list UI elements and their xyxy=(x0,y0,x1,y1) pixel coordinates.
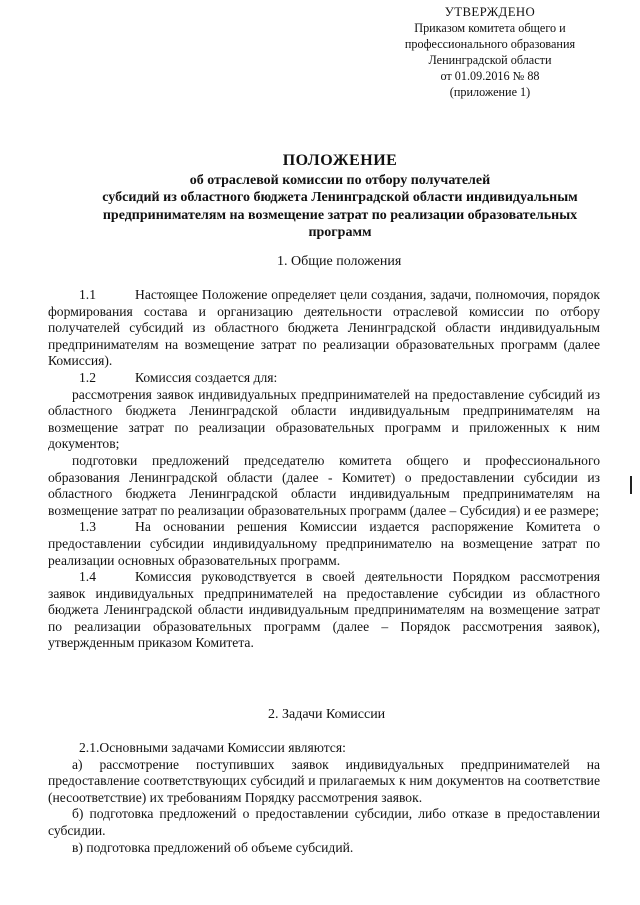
paragraph-2-1-c: в) подготовка предложений об объеме субсидий. xyxy=(72,839,354,855)
paragraph-1-2-b: подготовки предложений председателю комитета общего и профессионального образования Ленинградской области (далее - Комитет) о предоставлении субсидии из областного бюджета Ленинградской области индивидуальным предпринимателям на возмещение затрат по реализации образовательных программ (далее – Субсидия) и ее размере; xyxy=(48,452,600,518)
paragraph-text: Комиссия создается для: xyxy=(135,369,278,385)
paragraph-number: 1.1 xyxy=(79,287,96,302)
title-line-3: предпринимателям на возмещение затрат по реализации образовательных xyxy=(102,207,578,223)
paragraph-2-1-b: б) подготовка предложений о предоставлении субсидии, либо отказе в предоставлении субсидии. xyxy=(48,806,600,838)
paragraph-number: 1.4 xyxy=(79,569,96,585)
approval-line-date: от 01.09.2016 № 88 xyxy=(440,69,540,83)
paragraph-text: На основании решения Комиссии издается распоряжение Комитета о предоставлении субсидии индивидуальному предпринимателю на возмещение затрат по реализации основных образовательных программ. xyxy=(48,519,600,568)
paragraph-2-1-a: а) рассмотрение поступивших заявок индивидуальных предпринимателей на предоставление соответствующих субсидий и прилагаемых к ним документов на соответствие (несоответствие) их требованиям Порядку рассмотрения заявок. xyxy=(48,756,600,805)
title-line-2: субсидий из областного бюджета Ленинградской области индивидуальным xyxy=(102,190,578,206)
paragraph-text: Настоящее Положение определяет цели создания, задачи, полномочия, порядок формирования состава и организацию деятельности отраслевой комиссии по отбору получателей субсидий из областного бюджета Ленинградской области индивидуальным предпринимателям на возмещение затрат по реализации образовательных программ (далее Комиссия). xyxy=(48,287,600,369)
paragraph-1-1 xyxy=(48,287,600,370)
paragraph-1-2 xyxy=(48,370,600,387)
paragraph-text: Комиссия руководствуется в своей деятельности Порядком рассмотрения заявок индивидуальных предпринимателей на предоставление субсидии из областного бюджета Ленинградской области индивидуальным предпринимателям на возмещение затрат по реализации образовательных программ (далее – Порядок рассмотрения заявок), утвержденным приказом Комитета. xyxy=(48,569,600,651)
paragraph-1-2-a: рассмотрения заявок индивидуальных предпринимателей на предоставление субсидий из областного бюджета Ленинградской области индивидуальным предпринимателям на возмещение затрат по реализации образовательных программ и приложенных к ним документов; xyxy=(48,386,600,452)
section-heading-general: 1. Общие положения xyxy=(277,254,402,269)
approval-line-region: Ленинградской области xyxy=(428,53,552,67)
section-general-body xyxy=(48,287,600,652)
approval-word: УТВЕРЖДЕНО xyxy=(444,5,536,19)
approval-line-committee: профессионального образования xyxy=(404,37,576,51)
title-line-4: программ xyxy=(308,225,372,241)
section-heading-tasks: 2. Задачи Комиссии xyxy=(268,707,386,722)
paragraph-1-4 xyxy=(48,569,600,652)
paragraph-number: 1.3 xyxy=(79,519,96,535)
paragraph-number: 1.2 xyxy=(79,369,96,385)
approval-stamp xyxy=(380,4,600,100)
scan-margin-mark xyxy=(630,476,632,494)
section-tasks-body xyxy=(48,740,600,856)
paragraph-2-1: 2.1.Основными задачами Комиссии являются: xyxy=(79,740,346,755)
title-main: ПОЛОЖЕНИЕ xyxy=(282,152,398,169)
paragraph-1-3 xyxy=(48,519,600,569)
approval-line-appendix: (приложение 1) xyxy=(449,85,531,99)
document-title xyxy=(50,152,630,242)
title-line-1: об отраслевой комиссии по отбору получателей xyxy=(189,172,491,188)
approval-line-order: Приказом комитета общего и xyxy=(414,21,566,35)
